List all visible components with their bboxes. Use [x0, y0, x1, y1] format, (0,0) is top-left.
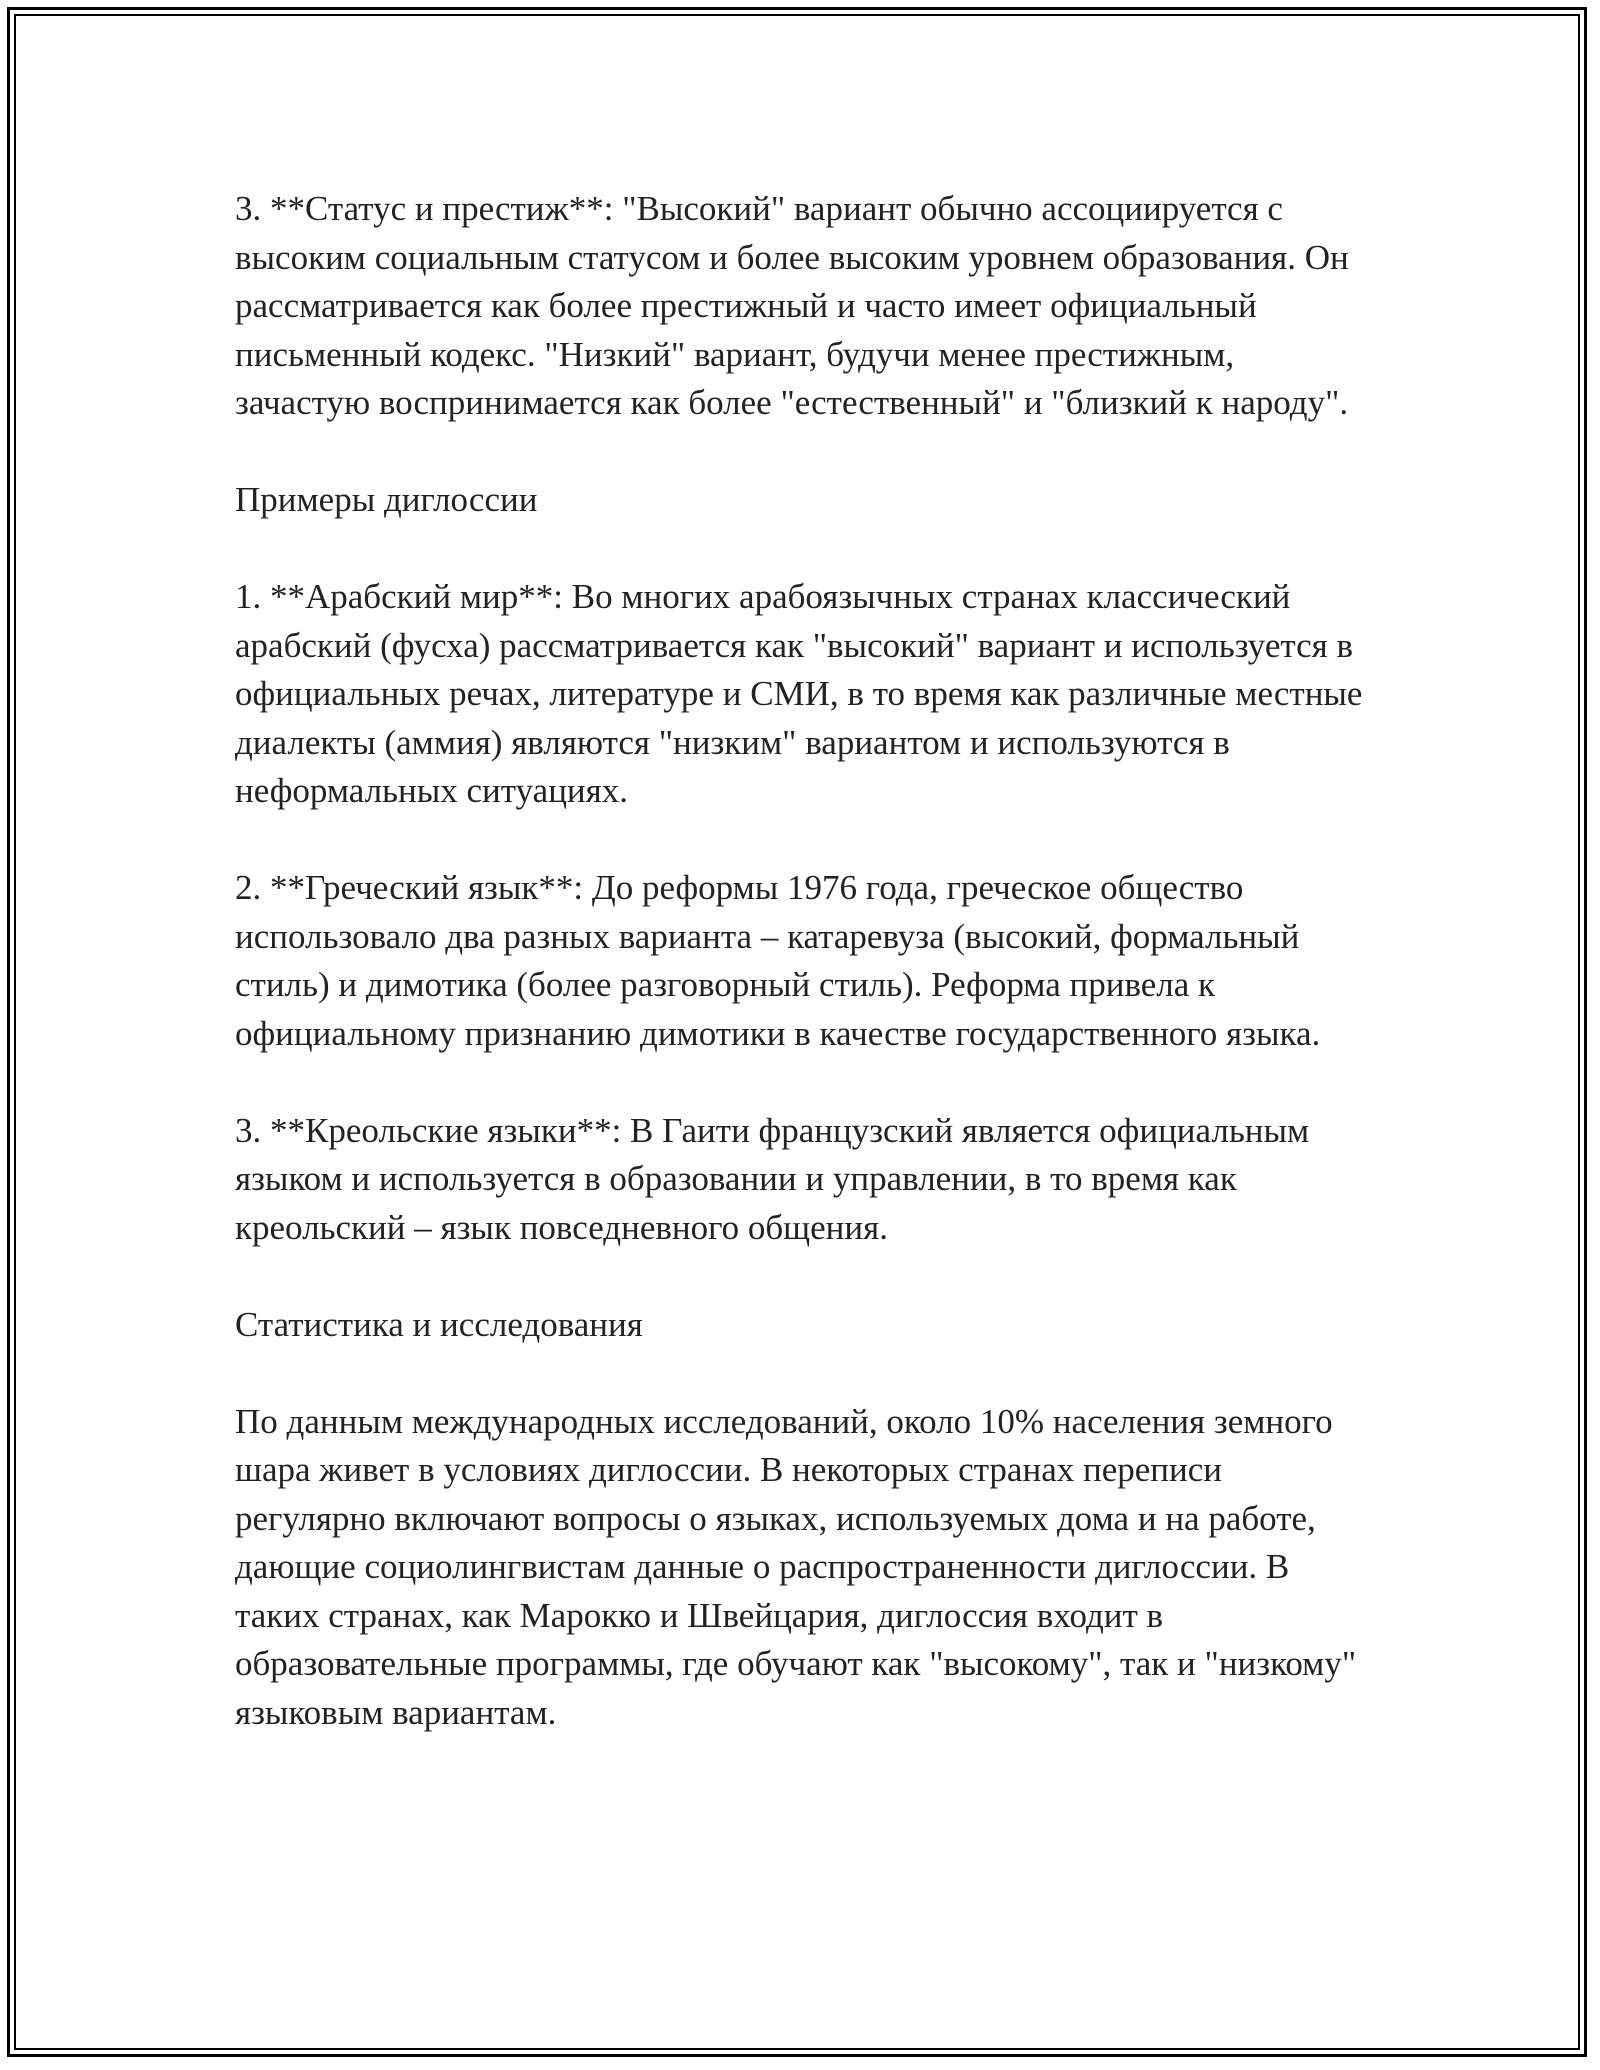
heading-diglossia-examples: Примеры диглоссии — [235, 480, 538, 519]
document-body — [235, 185, 1375, 1737]
heading-statistics-research: Статистика и исследования — [235, 1304, 643, 1344]
paragraph-creole-languages: 3. **Креольские языки**: В Гаити французский является официальным языком и используется в образовании и управлении, в то время как креольский – язык повседневного общения. — [235, 1110, 1310, 1247]
paragraph-greek-language: 2. **Греческий язык**: До реформы 1976 года, греческое общество использовало два разных варианта – катаревуза (высокий, формальный стиль) и димотика (более разговорный стиль). Реформа привела к официальному признанию димотики в качестве государственного языка. — [235, 868, 1321, 1053]
paragraph-arab-world: 1. **Арабский мир**: Во многих арабоязычных странах классический арабский (фусха) рассматривается как "высокий" вариант и используется в официальных речах, литературе и СМИ, в то время как различные местные диалекты (аммия) являются "низким" вариантом и используются в неформальных ситуациях. — [235, 577, 1363, 810]
paragraph-status-prestige: 3. **Статус и престиж**: "Высокий" вариант обычно ассоциируется с высоким социальным статусом и более высоким уровнем образования. Он рассматривается как более престижный и часто имеет официальный письменный кодекс. "Низкий" вариант, будучи менее престижным, зачастую воспринимается как более "естественный" и "близкий к народу". — [235, 189, 1349, 422]
paragraph-statistics: По данным международных исследований, около 10% населения земного шара живет в условиях диглоссии. В некоторых странах переписи регулярно включают вопросы о языках, используемых дома и на работе, дающие социолингвистам данные о распространенности диглоссии. В таких странах, как Марокко и Швейцария, диглоссия входит в образовательные программы, где обучают как "высокому", так и "низкому" языковым вариантам. — [235, 1401, 1357, 1732]
